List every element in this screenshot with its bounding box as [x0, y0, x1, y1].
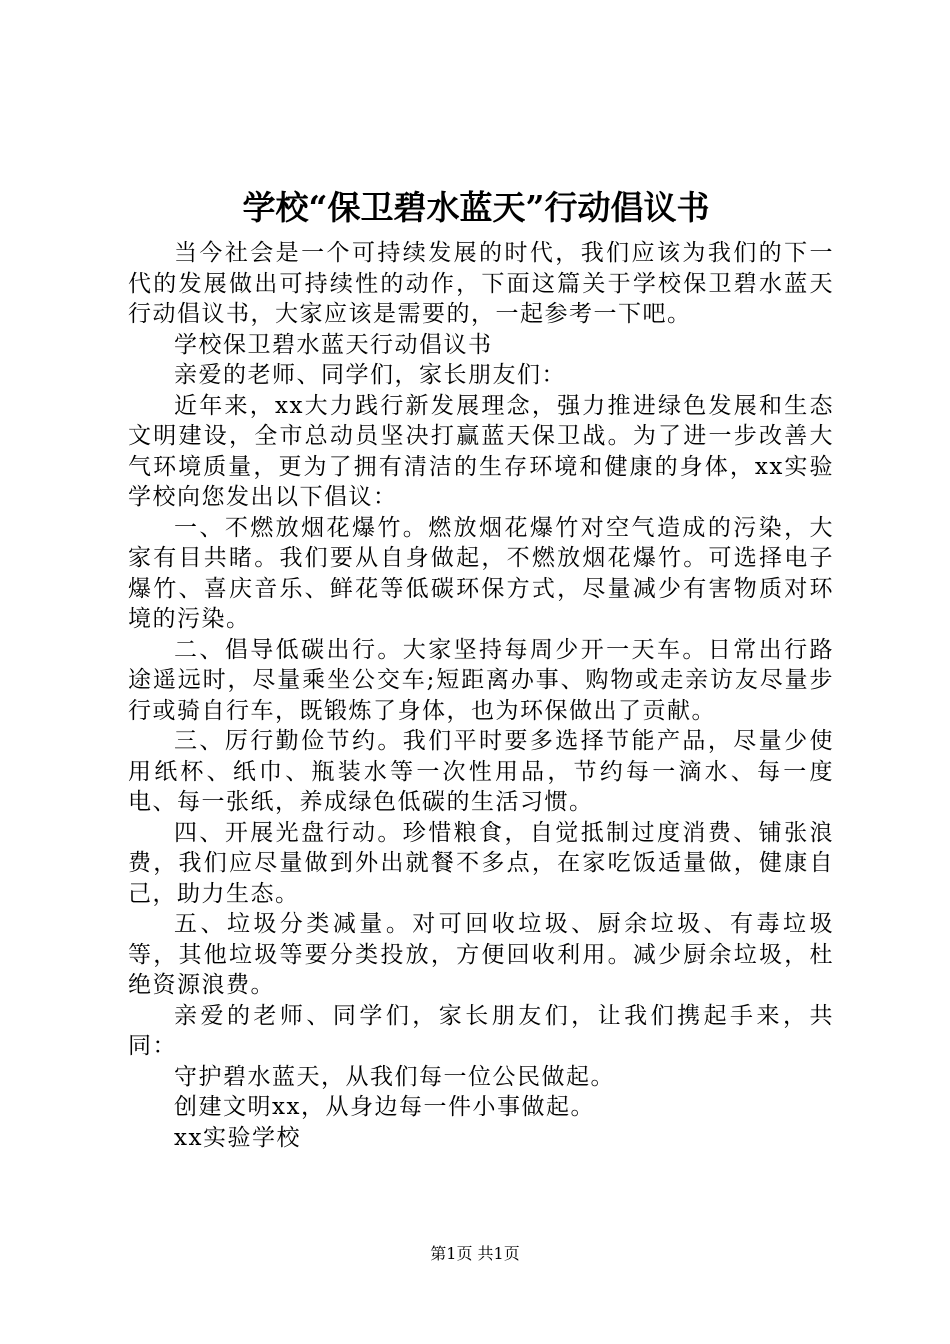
- paragraph-item-3: 三、厉行勤俭节约。我们平时要多选择节能产品，尽量少使用纸杯、纸巾、瓶装水等一次性用品，节约每一滴水、每一度电、每一张纸，养成绿色低碳的生活习惯。: [128, 728, 834, 815]
- paragraph-subtitle: 学校保卫碧水蓝天行动倡议书: [174, 331, 493, 358]
- document-body: [128, 238, 834, 1153]
- paragraph-item-2: 二、倡导低碳出行。大家坚持每周少开一天车。日常出行路途遥远时，尽量乘坐公交车;短距离办事、购物或走亲访友尽量步行或骑自行车，既锻炼了身体，也为环保做出了贡献。: [128, 636, 834, 724]
- page-footer: 第1页 共1页: [430, 1244, 520, 1263]
- paragraph-item-5: 五、垃圾分类减量。对可回收垃圾、厨余垃圾、有毒垃圾等，其他垃圾等要分类投放，方便回收利用。减少厨余垃圾，杜绝资源浪费。: [128, 911, 834, 998]
- paragraph-slogan-1: 守护碧水蓝天，从我们每一位公民做起。: [174, 1063, 615, 1090]
- paragraph-slogan-2: 创建文明xx，从身边每一件小事做起。: [174, 1094, 595, 1120]
- paragraph-signature: xx实验学校: [174, 1124, 301, 1151]
- paragraph-salutation: 亲爱的老师、同学们，家长朋友们：: [174, 362, 566, 388]
- document-title: 学校“保卫碧水蓝天”行动倡议书: [242, 188, 710, 227]
- paragraph-item-4: 四、开展光盘行动。珍惜粮食，自觉抵制过度消费、铺张浪费，我们应尽量做到外出就餐不多点，在家吃饭适量做，健康自己，助力生态。: [128, 819, 834, 907]
- paragraph-intro: 当今社会是一个可持续发展的时代，我们应该为我们的下一代的发展做出可持续性的动作，下面这篇关于学校保卫碧水蓝天行动倡议书，大家应该是需要的，一起参考一下吧。: [128, 240, 834, 327]
- paragraph-item-1: 一、不燃放烟花爆竹。燃放烟花爆竹对空气造成的污染，大家有目共睹。我们要从自身做起，不燃放烟花爆竹。可选择电子爆竹、喜庆音乐、鲜花等低碳环保方式，尽量减少有害物质对环境的污染。: [128, 514, 834, 632]
- paragraph-call-to-action: 亲爱的老师、同学们，家长朋友们，让我们携起手来，共同：: [128, 1002, 834, 1059]
- paragraph-background: 近年来，xx大力践行新发展理念，强力推进绿色发展和生态文明建设，全市总动员坚决打赢蓝天保卫战。为了进一步改善大气环境质量，更为了拥有清洁的生存环境和健康的身体，xx实验学校向您发出以下倡议：: [128, 392, 834, 510]
